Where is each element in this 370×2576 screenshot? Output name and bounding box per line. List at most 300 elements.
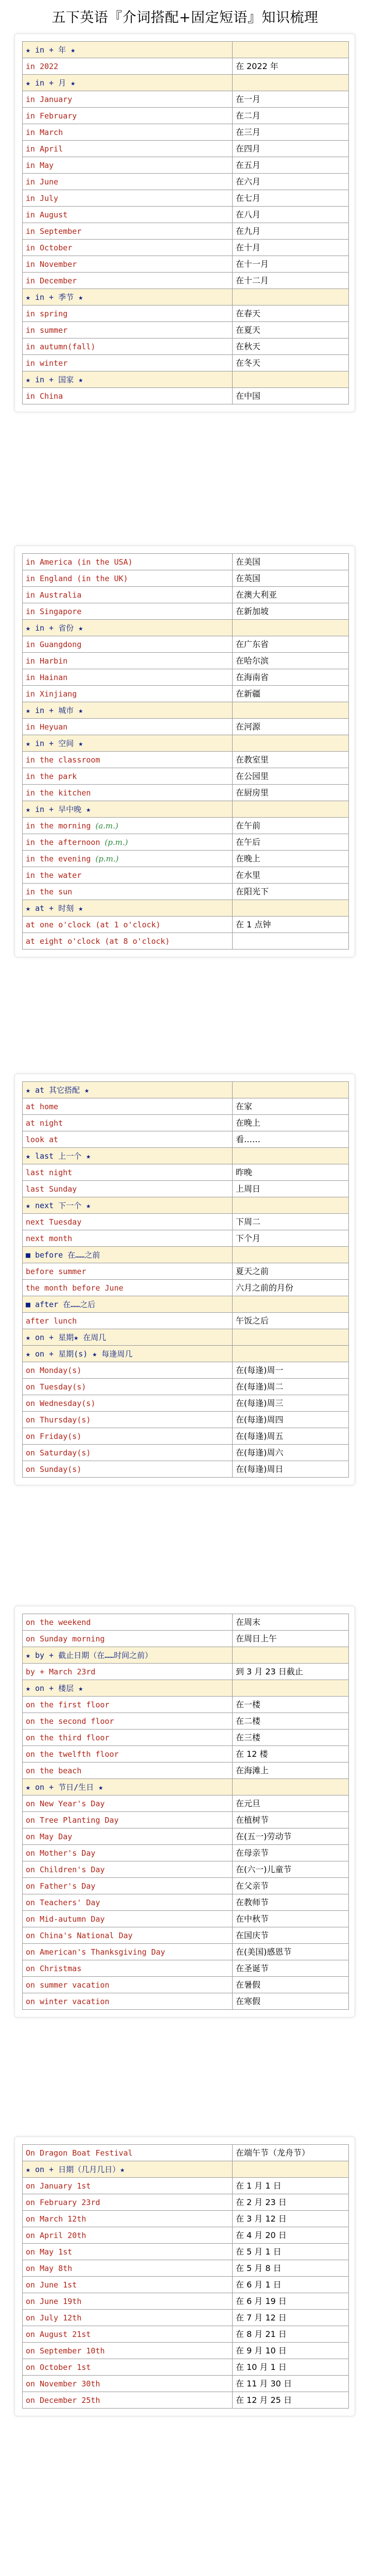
table-row (23, 322, 349, 338)
english-text: on American's Thanksgiving Day (26, 1947, 165, 1957)
chinese-meaning: 在端午节（龙舟节） (233, 2145, 349, 2161)
english-phrase (23, 719, 233, 735)
chinese-meaning: 在公园里 (233, 768, 349, 785)
section-header (23, 1346, 349, 1362)
chinese-meaning: 在哈尔滨 (233, 653, 349, 669)
star-icon: ★ (26, 738, 31, 748)
chinese-meaning: 六月之前的月份 (233, 1280, 349, 1296)
english-text: in the morning (26, 821, 96, 831)
table-row (23, 2310, 349, 2326)
section-header-blank (233, 702, 349, 719)
english-text: on Sunday(s) (26, 1464, 82, 1474)
chinese-meaning: 在(每逢)周六 (233, 1445, 349, 1461)
table-row (23, 1412, 349, 1428)
english-text: on November 30th (26, 2379, 100, 2388)
section-header-blank (233, 900, 349, 917)
section-header-label (23, 1647, 233, 1664)
english-text: last night (26, 1167, 73, 1177)
section-header-text: at 其它搭配 ★ (35, 1085, 90, 1095)
table-row (23, 1993, 349, 2010)
chinese-meaning: 在晚上 (233, 851, 349, 867)
english-text: on Father's Day (26, 1881, 96, 1891)
section-header-text: by + 截止日期（在……时间之前） (35, 1650, 153, 1660)
english-text: in August (26, 210, 68, 219)
chinese-meaning: 在新疆 (233, 686, 349, 702)
section-header (23, 801, 349, 818)
section-header-text: in + 季节 ★ (35, 292, 83, 302)
english-text: in Singapore (26, 606, 82, 616)
table-row (23, 1730, 349, 1746)
english-text: on Wednesday(s) (26, 1398, 96, 1408)
english-phrase (23, 1993, 233, 2010)
section-header (23, 1296, 349, 1313)
english-phrase (23, 917, 233, 933)
chinese-meaning: 在教师节 (233, 1894, 349, 1911)
table-row (23, 1379, 349, 1395)
english-text: in the sun (26, 887, 73, 896)
english-phrase (23, 1911, 233, 1927)
chinese-meaning: 在广东省 (233, 636, 349, 653)
english-text: on the weekend (26, 1617, 91, 1627)
english-text: in March (26, 127, 63, 137)
section-header (23, 1329, 349, 1346)
english-text: on the first floor (26, 1700, 110, 1709)
section-header-label (23, 42, 233, 58)
english-text: in summer (26, 325, 68, 335)
english-phrase (23, 1812, 233, 1828)
english-text: in the kitchen (26, 788, 91, 798)
chinese-meaning: 在六月 (233, 174, 349, 190)
chinese-meaning: 在父亲节 (233, 1878, 349, 1894)
english-phrase (23, 636, 233, 653)
english-phrase (23, 686, 233, 702)
table-row (23, 1944, 349, 1960)
chinese-meaning: 在八月 (233, 207, 349, 223)
english-phrase (23, 1845, 233, 1861)
square-bullet-icon: ■ (26, 1299, 31, 1309)
card-4 (14, 1606, 355, 2018)
table-row (23, 355, 349, 371)
english-text: next month (26, 1233, 73, 1243)
table-row (23, 240, 349, 256)
table-row (23, 1214, 349, 1230)
chinese-meaning: 在(六一)儿童节 (233, 1861, 349, 1878)
english-text: in winter (26, 358, 68, 368)
chinese-meaning: 在秋天 (233, 338, 349, 355)
english-text: in the water (26, 870, 82, 880)
chinese-meaning: 在(每逢)周二 (233, 1379, 349, 1395)
english-phrase (23, 785, 233, 801)
english-phrase (23, 2145, 233, 2161)
time-abbreviation: (p.m.) (104, 837, 128, 847)
english-text: on Tuesday(s) (26, 1382, 86, 1392)
section-header-blank (233, 1247, 349, 1263)
star-icon: ★ (26, 1332, 31, 1342)
table-row (23, 256, 349, 273)
table-row (23, 2277, 349, 2293)
chinese-meaning: 在新加坡 (233, 603, 349, 620)
chinese-meaning: 在七月 (233, 190, 349, 207)
table-row (23, 603, 349, 620)
english-phrase (23, 2178, 233, 2194)
chinese-meaning: 下个月 (233, 1230, 349, 1247)
english-phrase (23, 1131, 233, 1148)
star-icon: ★ (26, 1349, 31, 1359)
english-phrase (23, 1664, 233, 1680)
section-header (23, 1647, 349, 1664)
english-text: in China (26, 391, 63, 401)
english-phrase (23, 933, 233, 950)
section-header-text: on + 星期(s) ★ 每逢周几 (35, 1349, 133, 1359)
english-phrase (23, 2194, 233, 2211)
table-row (23, 1894, 349, 1911)
phrase-table (22, 2144, 349, 2409)
english-text: in 2022 (26, 61, 59, 71)
phrase-table (22, 1614, 349, 2010)
english-phrase (23, 273, 233, 289)
english-phrase (23, 1230, 233, 1247)
section-header-text: last 上一个 ★ (35, 1151, 91, 1161)
section-header-blank (233, 1680, 349, 1697)
table-row (23, 223, 349, 240)
chinese-meaning: 在母亲节 (233, 1845, 349, 1861)
table-row (23, 58, 349, 75)
table-row (23, 2178, 349, 2194)
section-header (23, 289, 349, 306)
table-row (23, 108, 349, 124)
card-2 (14, 546, 355, 957)
section-header-blank (233, 42, 349, 58)
english-phrase (23, 2359, 233, 2376)
chinese-meaning: 在(美国)感恩节 (233, 1944, 349, 1960)
table-row (23, 867, 349, 884)
english-phrase (23, 752, 233, 768)
table-row (23, 2359, 349, 2376)
english-phrase (23, 1944, 233, 1960)
english-text: at night (26, 1118, 63, 1128)
chinese-meaning: 在海南省 (233, 669, 349, 686)
table-row (23, 1461, 349, 1478)
english-phrase (23, 2293, 233, 2310)
chinese-meaning: 在 4 月 20 日 (233, 2227, 349, 2244)
english-phrase (23, 768, 233, 785)
table-row (23, 653, 349, 669)
chinese-meaning: 在 6 月 1 日 (233, 2277, 349, 2293)
chinese-meaning: 在十月 (233, 240, 349, 256)
section-header-label (23, 1247, 233, 1263)
english-text: on Children's Day (26, 1865, 105, 1874)
card-3 (14, 1074, 355, 1485)
english-text: on March 12th (26, 2214, 86, 2224)
section-header (23, 75, 349, 91)
chinese-meaning: 下周二 (233, 1214, 349, 1230)
table-row (23, 1828, 349, 1845)
english-text: in the classroom (26, 755, 100, 765)
chinese-meaning: 在 11 月 30 日 (233, 2376, 349, 2392)
section-header (23, 42, 349, 58)
english-text: at one o'clock (at 1 o'clock) (26, 920, 161, 929)
english-phrase (23, 1412, 233, 1428)
english-text: in England (in the UK) (26, 573, 128, 583)
section-header (23, 1247, 349, 1263)
chinese-meaning: 在 12 月 25 日 (233, 2392, 349, 2409)
chinese-meaning: 在中国 (233, 388, 349, 404)
section-header-blank (233, 75, 349, 91)
section-header-label (23, 801, 233, 818)
english-phrase (23, 1894, 233, 1911)
english-text: on the twelfth floor (26, 1749, 119, 1759)
table-row (23, 1230, 349, 1247)
section-header (23, 1779, 349, 1795)
table-row (23, 1664, 349, 1680)
table-row (23, 124, 349, 141)
english-phrase (23, 338, 233, 355)
table-row (23, 91, 349, 108)
section-header-label (23, 620, 233, 636)
table-row (23, 2194, 349, 2211)
star-icon: ★ (26, 2164, 31, 2174)
table-row (23, 2326, 349, 2343)
chinese-meaning: 在(每逢)周四 (233, 1412, 349, 1428)
table-row (23, 1313, 349, 1329)
english-phrase (23, 867, 233, 884)
english-text: on Monday(s) (26, 1365, 82, 1375)
english-text: in September (26, 226, 82, 236)
chinese-meaning: 在中秋节 (233, 1911, 349, 1927)
table-row (23, 190, 349, 207)
english-text: on May 1st (26, 2247, 73, 2257)
english-phrase (23, 1115, 233, 1131)
english-text: in Heyuan (26, 722, 68, 732)
section-header-label (23, 900, 233, 917)
english-text: on April 20th (26, 2230, 86, 2240)
section-header (23, 900, 349, 917)
table-row (23, 2260, 349, 2277)
english-text: on the beach (26, 1766, 82, 1775)
chinese-meaning: 昨晚 (233, 1164, 349, 1181)
table-row (23, 207, 349, 223)
english-phrase (23, 2244, 233, 2260)
english-text: next Tuesday (26, 1217, 82, 1227)
chinese-meaning: 在四月 (233, 141, 349, 157)
section-header-text: in + 省份 ★ (35, 623, 83, 633)
section-header-text: on + 楼层 ★ (35, 1683, 83, 1693)
table-row (23, 768, 349, 785)
section-header-label (23, 1082, 233, 1098)
chinese-meaning: 在十二月 (233, 273, 349, 289)
chinese-meaning: 在国庆节 (233, 1927, 349, 1944)
table-row (23, 2227, 349, 2244)
english-text: in December (26, 276, 77, 285)
chinese-meaning: 在(每逢)周五 (233, 1428, 349, 1445)
chinese-meaning: 在澳大利亚 (233, 587, 349, 603)
table-row (23, 1631, 349, 1647)
table-row (23, 1960, 349, 1977)
chinese-meaning: 在二楼 (233, 1713, 349, 1730)
table-row (23, 2145, 349, 2161)
chinese-meaning: 在 7 月 12 日 (233, 2310, 349, 2326)
english-text: on the second floor (26, 1716, 114, 1726)
chinese-meaning: 到 3 月 23 日截止 (233, 1664, 349, 1680)
section-header-label (23, 75, 233, 91)
section-header (23, 620, 349, 636)
chinese-meaning: 在 2022 年 (233, 58, 349, 75)
table-row (23, 785, 349, 801)
table-row (23, 306, 349, 322)
star-icon: ★ (26, 804, 31, 814)
table-row (23, 1977, 349, 1993)
chinese-meaning: 在三楼 (233, 1730, 349, 1746)
english-text: on February 23rd (26, 2197, 100, 2207)
chinese-meaning: 在 2 月 23 日 (233, 2194, 349, 2211)
english-text: on Christmas (26, 1963, 82, 1973)
table-row (23, 1131, 349, 1148)
english-text: on Mother's Day (26, 1848, 96, 1858)
table-row (23, 141, 349, 157)
english-phrase (23, 1960, 233, 1977)
table-row (23, 1280, 349, 1296)
chinese-meaning: 在厨房里 (233, 785, 349, 801)
table-row (23, 686, 349, 702)
table-row (23, 2376, 349, 2392)
chinese-meaning: 在阳光下 (233, 884, 349, 900)
chinese-meaning: 在美国 (233, 554, 349, 570)
section-header-text: next 下一个 ★ (35, 1200, 91, 1210)
table-row (23, 752, 349, 768)
chinese-meaning: 在英国 (233, 570, 349, 587)
star-icon: ★ (26, 45, 31, 55)
english-phrase (23, 1795, 233, 1812)
english-text: the month before June (26, 1283, 124, 1293)
english-text: on August 21st (26, 2329, 91, 2339)
chinese-meaning: 在 1 点钟 (233, 917, 349, 933)
section-header-label (23, 735, 233, 752)
square-bullet-icon: ■ (26, 1250, 31, 1260)
chinese-meaning: 在十一月 (233, 256, 349, 273)
chinese-meaning: 在元旦 (233, 1795, 349, 1812)
table-row (23, 1927, 349, 1944)
section-header-text: in + 年 ★ (35, 45, 76, 55)
english-phrase (23, 1098, 233, 1115)
table-row (23, 554, 349, 570)
english-text: in America (in the USA) (26, 557, 133, 567)
english-phrase (23, 1461, 233, 1478)
english-text: on September 10th (26, 2346, 105, 2355)
star-icon: ★ (26, 1151, 31, 1161)
chinese-meaning: 在一楼 (233, 1697, 349, 1713)
chinese-meaning: 在 5 月 1 日 (233, 2244, 349, 2260)
table-row (23, 1746, 349, 1762)
chinese-meaning: 在 1 月 1 日 (233, 2178, 349, 2194)
star-icon: ★ (26, 903, 31, 913)
chinese-meaning: 在(五一)劳动节 (233, 1828, 349, 1845)
section-header-blank (233, 620, 349, 636)
table-row (23, 388, 349, 404)
english-phrase (23, 256, 233, 273)
star-icon: ★ (26, 1085, 31, 1095)
english-phrase (23, 669, 233, 686)
english-text: on January 1st (26, 2181, 91, 2191)
english-text: last Sunday (26, 1184, 77, 1194)
star-icon: ★ (26, 375, 31, 384)
english-phrase (23, 2211, 233, 2227)
english-text: on winter vacation (26, 1996, 110, 2006)
english-phrase (23, 2326, 233, 2343)
english-phrase (23, 2227, 233, 2244)
english-text: on New Year's Day (26, 1799, 105, 1808)
section-header (23, 1082, 349, 1098)
section-header-blank (233, 1148, 349, 1164)
english-phrase (23, 2392, 233, 2409)
english-text: on December 25th (26, 2395, 100, 2405)
chinese-meaning: 在三月 (233, 124, 349, 141)
chinese-meaning: 在二月 (233, 108, 349, 124)
english-text: at home (26, 1101, 59, 1111)
section-header-label (23, 1197, 233, 1214)
english-phrase (23, 603, 233, 620)
chinese-meaning: 在家 (233, 1098, 349, 1115)
table-row (23, 1263, 349, 1280)
phrase-table (22, 553, 349, 950)
star-icon: ★ (26, 1650, 31, 1660)
chinese-meaning: 在植树节 (233, 1812, 349, 1828)
chinese-meaning: 在晚上 (233, 1115, 349, 1131)
chinese-meaning: 在周日上午 (233, 1631, 349, 1647)
section-header-text: on + 星期★ 在周几 (35, 1332, 107, 1342)
chinese-meaning: 上周日 (233, 1181, 349, 1197)
chinese-meaning: 在周末 (233, 1614, 349, 1631)
section-header-label (23, 702, 233, 719)
english-phrase (23, 190, 233, 207)
english-phrase (23, 1445, 233, 1461)
english-text: in Harbin (26, 656, 68, 666)
star-icon: ★ (26, 623, 31, 633)
chinese-meaning: 午饭之后 (233, 1313, 349, 1329)
english-phrase (23, 1828, 233, 1845)
english-phrase (23, 2310, 233, 2326)
english-phrase (23, 570, 233, 587)
star-icon: ★ (26, 292, 31, 302)
english-phrase (23, 108, 233, 124)
section-header (23, 735, 349, 752)
chinese-meaning: 在(每逢)周三 (233, 1395, 349, 1412)
time-abbreviation: (p.m.) (95, 854, 119, 863)
table-row (23, 1713, 349, 1730)
english-text: On Dragon Boat Festival (26, 2148, 133, 2158)
english-text: on June 19th (26, 2296, 82, 2306)
table-row (23, 917, 349, 933)
english-text: in January (26, 94, 73, 104)
english-text: in November (26, 259, 77, 269)
english-text: on June 1st (26, 2280, 77, 2290)
english-phrase (23, 223, 233, 240)
phrase-table (22, 1081, 349, 1478)
english-phrase (23, 207, 233, 223)
english-phrase (23, 2343, 233, 2359)
english-phrase (23, 355, 233, 371)
table-row (23, 669, 349, 686)
english-text: on China's National Day (26, 1930, 133, 1940)
section-header-label (23, 1680, 233, 1697)
section-header-text: in + 空间 ★ (35, 738, 83, 748)
english-text: in Australia (26, 590, 82, 600)
english-phrase (23, 1428, 233, 1445)
table-row (23, 2244, 349, 2260)
section-header-text: in + 早中晚 ★ (35, 804, 91, 814)
chinese-meaning: 在五月 (233, 157, 349, 174)
english-phrase (23, 587, 233, 603)
english-text: on October 1st (26, 2362, 91, 2372)
